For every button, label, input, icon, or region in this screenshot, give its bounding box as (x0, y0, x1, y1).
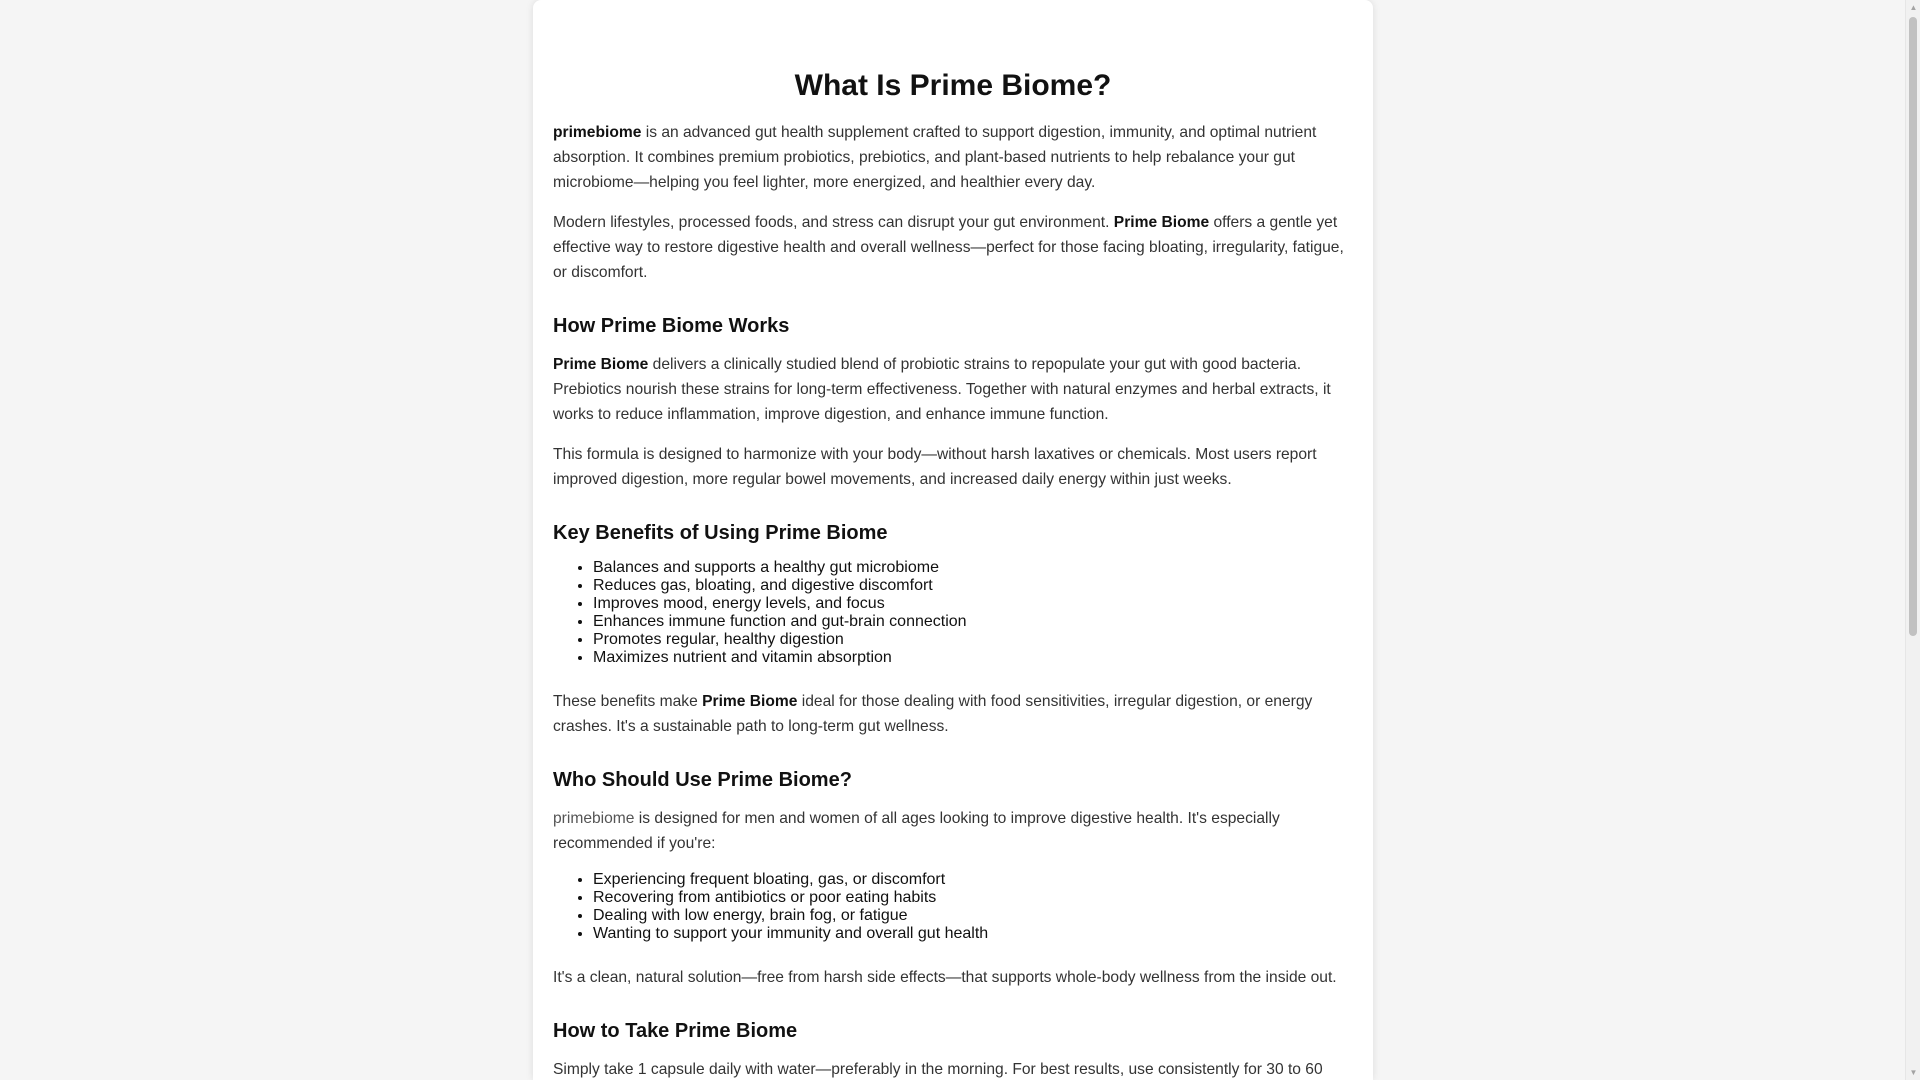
benefit-item: • Maximizes nutrient and vitamin absorption (593, 649, 1353, 667)
benefit-item: • Reduces gas, bloating, and digestive discomfort (593, 577, 1353, 595)
section-heading-who: Who Should Use Prime Biome? (553, 769, 852, 791)
article-card (533, 0, 1373, 1080)
intro-bold-brand-2: Prime Biome (1113, 214, 1210, 231)
section-heading-how-take: How to Take Prime Biome (553, 1020, 798, 1042)
how-works-paragraph-2: This formula is designed to harmonize with your body—without harsh laxatives or chemicals. Most users report improved digestion, more regular bowel movements, and increased daily energy within just weeks. (553, 446, 1317, 488)
vertical-scrollbar[interactable] (1905, 0, 1920, 1080)
scroll-down-arrow-icon[interactable]: ▼ (1909, 1068, 1918, 1077)
benefits-summary-paragraph (553, 689, 1353, 739)
intro-paragraph-1 (553, 120, 1353, 195)
who-item: • Wanting to support your immunity and overall gut health (593, 925, 1353, 943)
who-item: • Recovering from antibiotics or poor eating habits (593, 889, 1353, 907)
intro-text-2a: Modern lifestyles, processed foods, and stress can disrupt your gut environment. (553, 214, 1114, 231)
who-intro-paragraph (553, 806, 1353, 856)
who-summary-paragraph: It's a clean, natural solution—free from harsh side effects—that supports whole-body wellness from the inside out. (553, 969, 1337, 986)
section-heading-how-works: How Prime Biome Works (553, 315, 790, 337)
intro-text-2b: offers a gentle yet effective way to restore digestive health and overall wellness—perfect for those facing bloating, irregularity, fatigue, or discomfort. (553, 214, 1344, 281)
benefit-item: • Promotes regular, healthy digestion (593, 631, 1353, 649)
who-item: • Dealing with low energy, brain fog, or fatigue (593, 907, 1353, 925)
intro-paragraph-2 (553, 210, 1353, 285)
how-works-bold-brand: Prime Biome (553, 356, 649, 373)
benefits-summary-text-b: ideal for those dealing with food sensitivities, irregular digestion, or energy crashes. It's a sustainable path to long-term gut wellness. (553, 693, 1313, 735)
benefits-list (553, 559, 1353, 667)
benefit-item: • Enhances immune function and gut-brain connection (593, 613, 1353, 631)
benefits-bold-brand: Prime Biome (702, 693, 798, 710)
page-title: What Is Prime Biome? (794, 69, 1112, 102)
benefits-summary-text-a: These benefits make (553, 693, 703, 710)
who-list (553, 871, 1353, 943)
benefit-item: • Balances and supports a healthy gut microbiome (593, 559, 1353, 577)
primebiome-link[interactable]: primebiome (553, 810, 635, 827)
how-works-paragraph-1 (553, 352, 1353, 427)
how-take-paragraph: Simply take 1 capsule daily with water—preferably in the morning. For best results, use consistently for 30 to 60 (553, 1061, 1323, 1078)
benefit-item: • Improves mood, energy levels, and focus (593, 595, 1353, 613)
how-works-text-1: delivers a clinically studied blend of probiotic strains to repopulate your gut with good bacteria. Prebiotics nourish these strains for long-term effectiveness. Together with natural enzymes and herbal extracts, it works to reduce inflammation, improve digestion, and enhance immune function. (553, 356, 1331, 423)
who-item: • Experiencing frequent bloating, gas, or discomfort (593, 871, 1353, 889)
section-heading-benefits: Key Benefits of Using Prime Biome (553, 522, 888, 544)
who-intro-text: is designed for men and women of all ages looking to improve digestive health. It's especially recommended if you're: (553, 810, 1280, 852)
intro-text-1: is an advanced gut health supplement crafted to support digestion, immunity, and optimal nutrient absorption. It combines premium probiotics, prebiotics, and plant-based nutrients to help rebalance your gut microbiome—helping you feel lighter, more energized, and healthier every day. (553, 124, 1317, 191)
intro-bold-brand: primebiome (553, 124, 642, 141)
scroll-up-arrow-icon[interactable]: ▲ (1909, 3, 1918, 12)
scroll-thumb[interactable] (1909, 17, 1917, 636)
